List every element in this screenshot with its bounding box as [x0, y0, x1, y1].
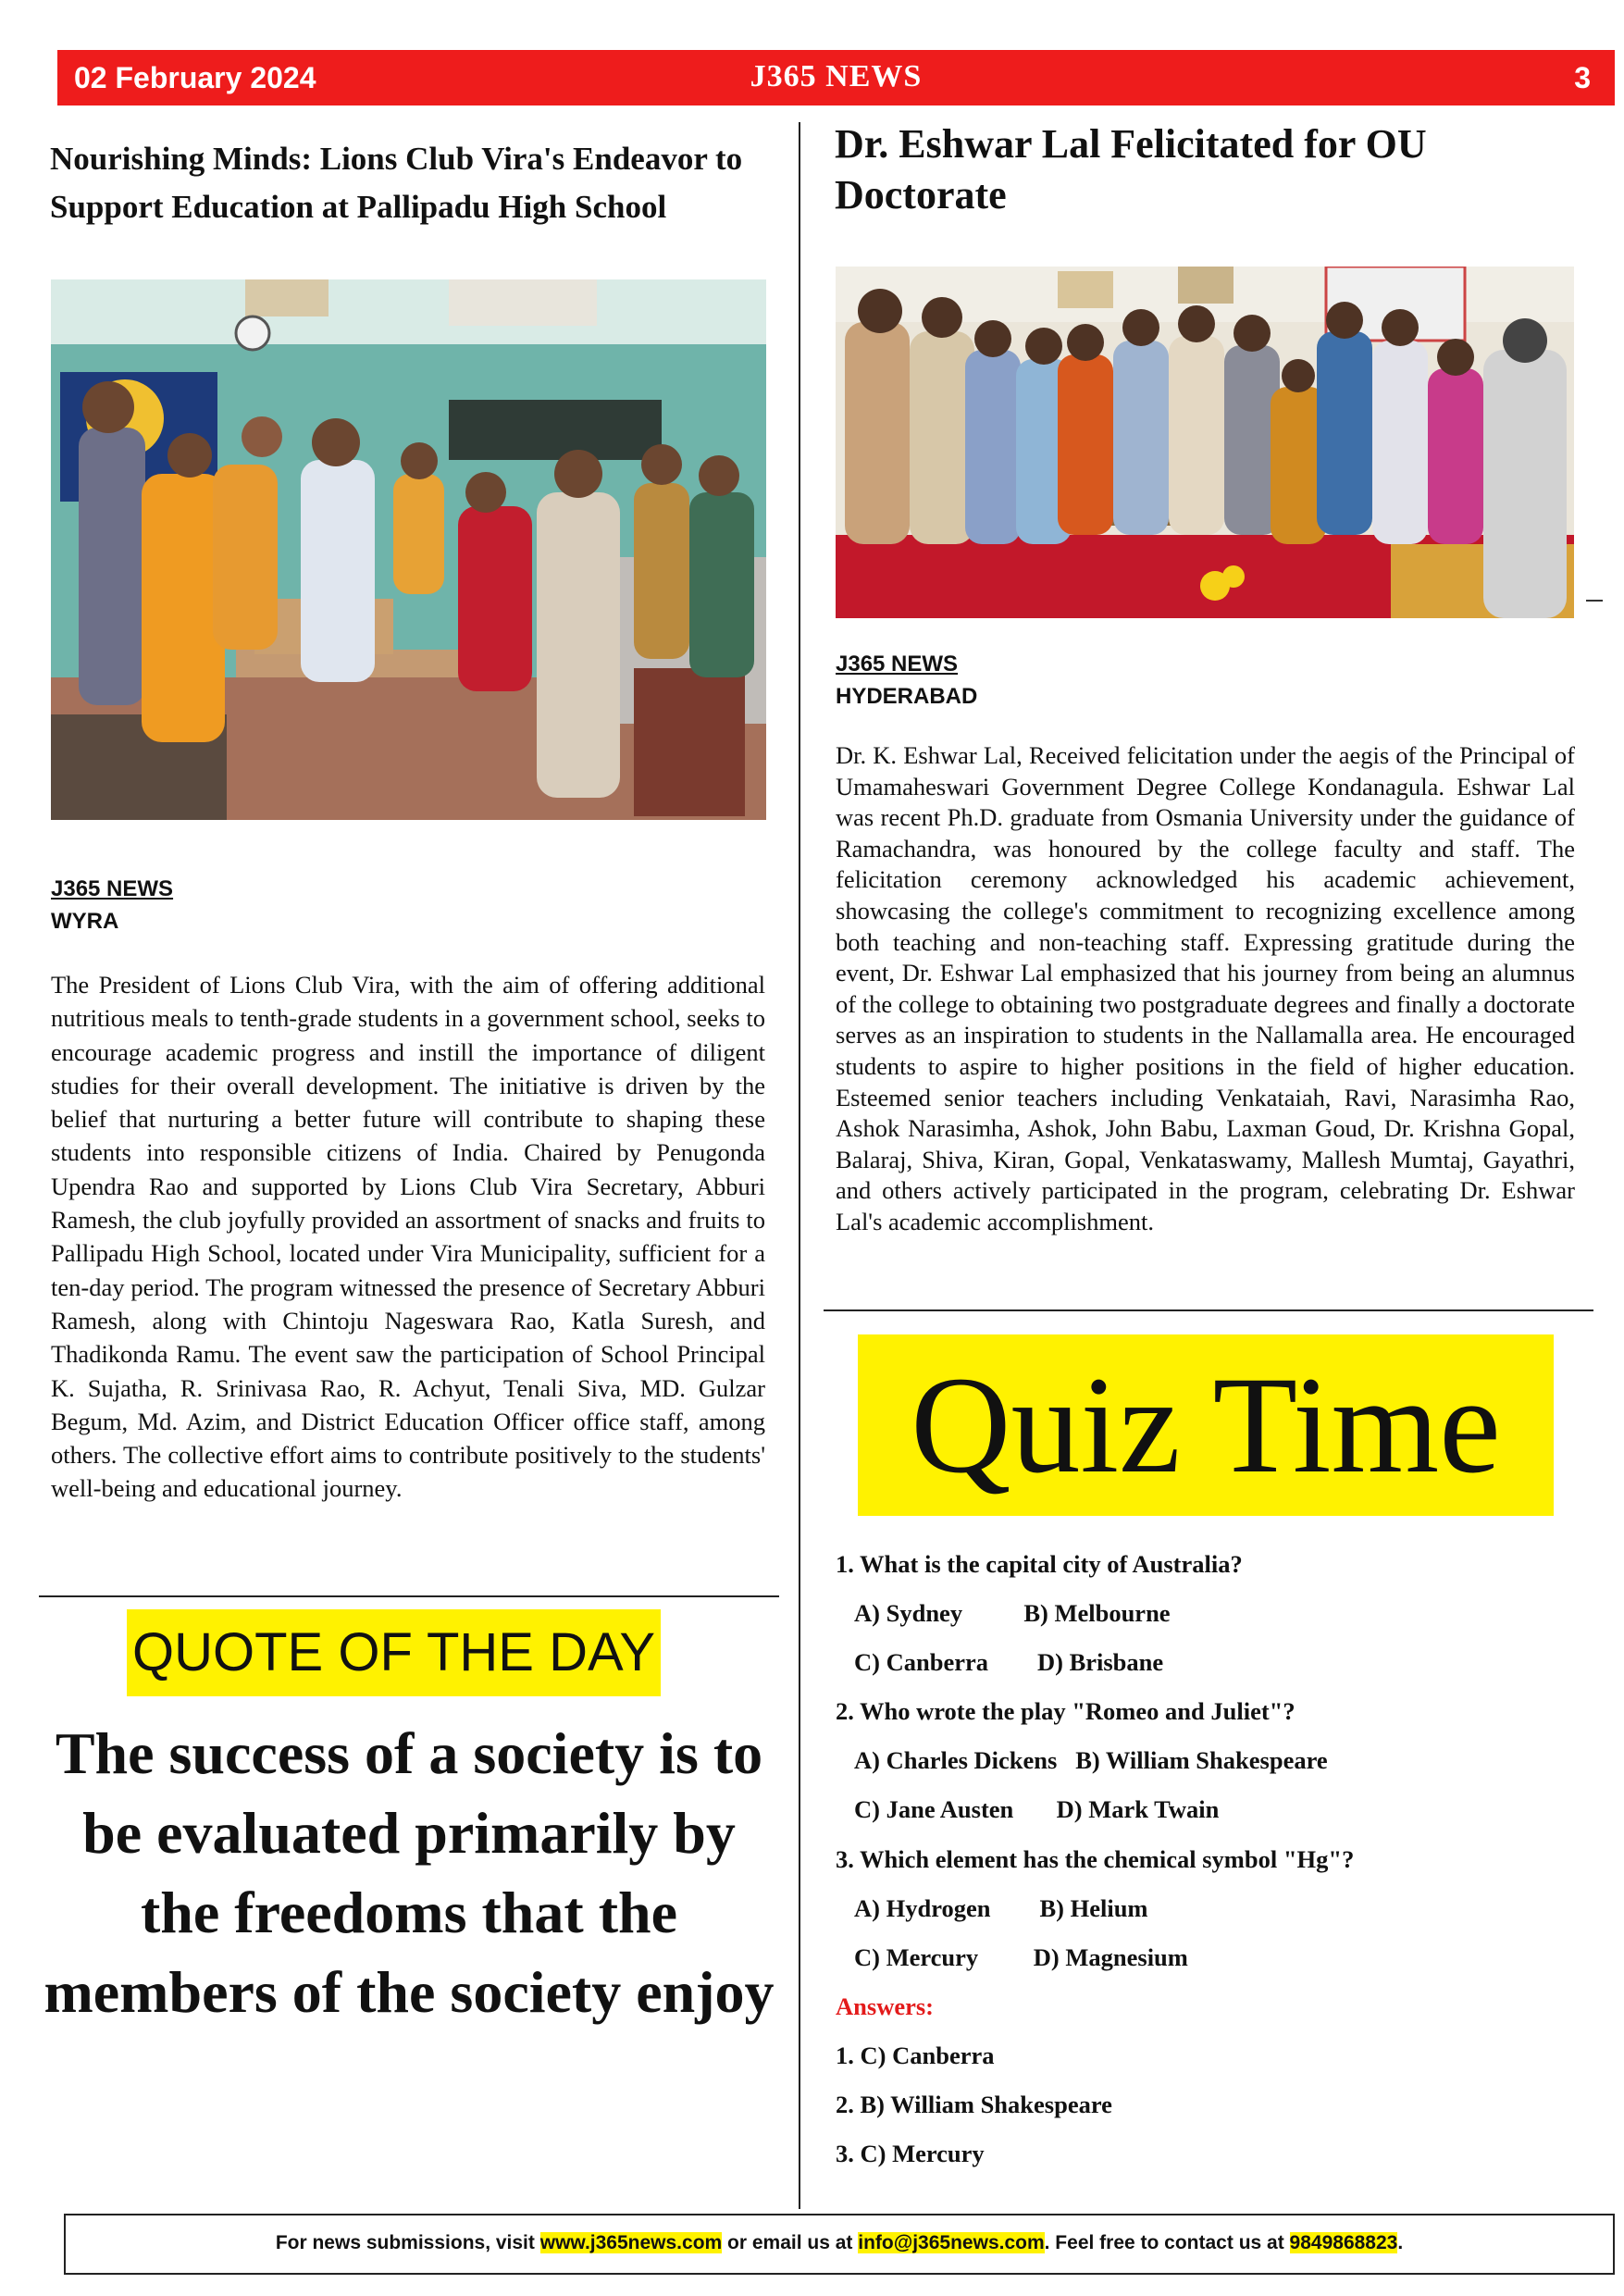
page-number: 3	[1574, 61, 1591, 94]
page-footer	[64, 2214, 1615, 2275]
quiz-options: C) Mercury D) Magnesium	[854, 1942, 1188, 1971]
quiz-answer: 1. C) Canberra	[836, 2041, 995, 2069]
column-divider	[799, 122, 800, 2209]
quote-text: The success of a society is to be evaluated primarily by the freedoms that the members of the society enjoy	[43, 1720, 775, 2025]
quote-label: QUOTE OF THE DAY	[127, 1609, 661, 1696]
footer-phone: 9849868823	[1289, 2232, 1398, 2253]
quiz-options: C) Jane Austen D) Mark Twain	[854, 1795, 1220, 1824]
footer-text: .	[1397, 2232, 1404, 2253]
quiz-section	[836, 1540, 1594, 2178]
answers-heading: Answers:	[836, 1992, 934, 2020]
quiz-question: 2. Who wrote the play "Romeo and Juliet"?	[836, 1697, 1295, 1726]
article2-body: Dr. K. Eshwar Lal, Received felicitation under the aegis of the Principal of Umamaheswari Government Degree College Kondanagula. Eshwar Lal was recent Ph.D. graduate from Osmania University under the guidance of Ramachandra, was honoured by the college faculty and staff. The felicitation ceremony acknowledged his academic achievement, showcasing the college's commitment to recognizing excellence among both teaching and non-teaching staff. Expressing gratitude during the event, Dr. Eshwar Lal emphasized that his journey from being an alumnus of the college to obtaining two postgraduate degrees and finally a doctorate serves as an inspiration to students in the Nallamalla area. He encouraged students to aspire to higher positions in the field of higher education. Esteemed senior teachers including Venkataiah, Ravi, Narasimha Rao, Ashok Narasimha, Ashok, John Babu, Laxman Goud, Dr. Krishna Gopal, Balaraj, Shiva, Kiran, Gopal, Venkataswamy, Mallesh Mumtaj, Gayathri, and others actively participated in the program, celebrating Dr. Eshwar Lal's academic accomplishment.	[836, 741, 1575, 1235]
quiz-answer: 2. B) William Shakespeare	[836, 2091, 1112, 2119]
article2-byline	[836, 648, 977, 713]
quiz-answer: 3. C) Mercury	[836, 2140, 985, 2168]
divider-left	[39, 1595, 779, 1597]
quiz-options: A) Sydney B) Melbourne	[854, 1599, 1171, 1628]
article2-location: HYDERABAD	[836, 684, 978, 709]
issue-date: 02 February 2024	[74, 61, 316, 94]
footer-text: . Feel free to contact us at	[1044, 2232, 1290, 2253]
article1-title: Nourishing Minds: Lions Club Vira's Endeavor to Support Education at Pallipadu High School	[50, 141, 743, 225]
footer-email-link[interactable]: info@j365news.com	[858, 2232, 1045, 2253]
article2-source: J365 NEWS	[836, 652, 959, 676]
article2-title: Dr. Eshwar Lal Felicitated for OU Doctorate	[835, 121, 1427, 217]
article1-body: The President of Lions Club Vira, with the aim of offering additional nutritious meals to tenth-grade students in a government school, seeks to encourage academic progress and instill the importance of diligent studies for their overall development. The initiative is driven by the belief that nurturing a better future will contribute to shaping these students into responsible citizens of India. Chaired by Penugonda Upendra Rao and supported by Lions Club Vira Secretary, Abburi Ramesh, the club joyfully provided an assortment of snacks and fruits to Pallipadu High School, located under Vira Municipality, sufficient for a ten-day period. The program witnessed the presence of Secretary Abburi Ramesh, along with Chintoju Nageswara Rao, Katla Suresh, and Thadikonda Ramu. The event saw the participation of School Principal K. Sujatha, R. Srinivasa Rao, R. Achyut, Tenali Siva, MD. Gulzar Begum, Md. Azim, and District Education Officer office staff, among others. The collective effort aims to contribute positively to the students' well-being and educational journey.	[51, 971, 765, 1503]
article1-photo	[51, 279, 766, 820]
quiz-title: Quiz Time	[911, 1348, 1501, 1502]
quiz-options: C) Canberra D) Brisbane	[854, 1648, 1164, 1677]
quiz-options: A) Hydrogen B) Helium	[854, 1893, 1148, 1922]
photo-dash-mark	[1586, 600, 1603, 602]
article1-source: J365 NEWS	[51, 876, 174, 901]
divider-right	[824, 1309, 1593, 1311]
footer-text: For news submissions, visit	[275, 2232, 540, 2253]
page-header	[57, 50, 1615, 105]
article1-location: WYRA	[51, 909, 119, 934]
quiz-question: 3. Which element has the chemical symbol "Hg"?	[836, 1844, 1355, 1873]
article2-photo	[836, 267, 1574, 618]
footer-website-link[interactable]: www.j365news.com	[539, 2232, 723, 2253]
quiz-options: A) Charles Dickens B) William Shakespeare	[854, 1746, 1328, 1775]
publication-name: J365 NEWS	[750, 59, 923, 93]
footer-text: or email us at	[722, 2232, 859, 2253]
quiz-question: 1. What is the capital city of Australia?	[836, 1550, 1243, 1578]
article1-byline	[51, 873, 173, 937]
